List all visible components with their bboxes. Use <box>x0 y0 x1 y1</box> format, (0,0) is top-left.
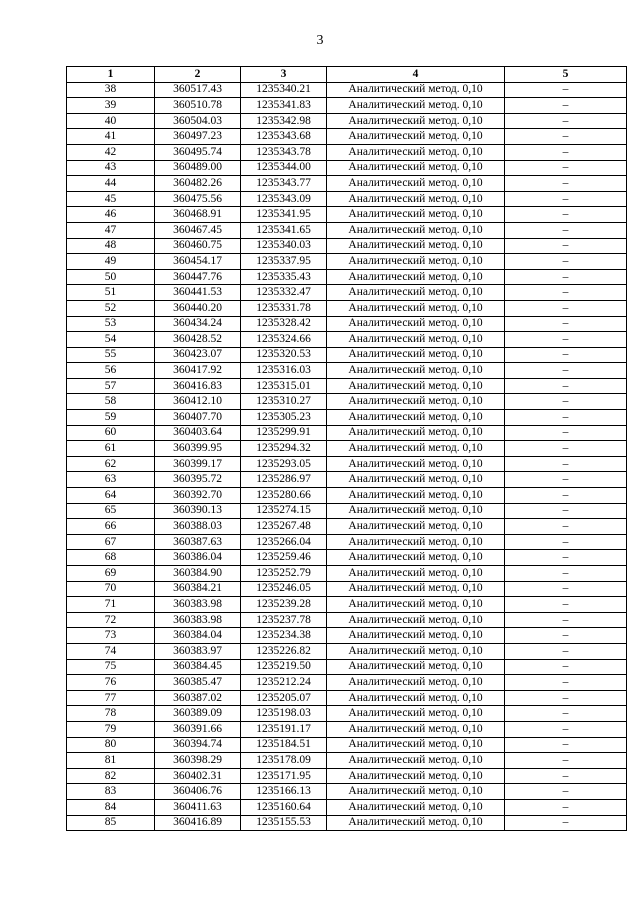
note-cell: – <box>505 690 627 706</box>
x-coordinate-cell: 360383.98 <box>155 597 241 613</box>
note-cell: – <box>505 160 627 176</box>
table-body <box>67 82 627 831</box>
column-header-4: 4 <box>327 67 505 83</box>
point-number-cell: 43 <box>67 160 155 176</box>
y-coordinate-cell: 1235252.79 <box>241 566 327 582</box>
x-coordinate-cell: 360387.02 <box>155 690 241 706</box>
y-coordinate-cell: 1235246.05 <box>241 581 327 597</box>
method-cell: Аналитический метод. 0,10 <box>327 113 505 129</box>
y-coordinate-cell: 1235331.78 <box>241 300 327 316</box>
note-cell: – <box>505 737 627 753</box>
method-cell: Аналитический метод. 0,10 <box>327 675 505 691</box>
y-coordinate-cell: 1235341.65 <box>241 222 327 238</box>
note-cell: – <box>505 98 627 114</box>
table-row <box>67 160 627 176</box>
note-cell: – <box>505 456 627 472</box>
y-coordinate-cell: 1235310.27 <box>241 394 327 410</box>
method-cell: Аналитический метод. 0,10 <box>327 410 505 426</box>
note-cell: – <box>505 207 627 223</box>
method-cell: Аналитический метод. 0,10 <box>327 98 505 114</box>
method-cell: Аналитический метод. 0,10 <box>327 316 505 332</box>
table-row <box>67 238 627 254</box>
table-header-row <box>67 67 627 83</box>
method-cell: Аналитический метод. 0,10 <box>327 176 505 192</box>
table-row <box>67 566 627 582</box>
point-number-cell: 49 <box>67 254 155 270</box>
method-cell: Аналитический метод. 0,10 <box>327 721 505 737</box>
x-coordinate-cell: 360386.04 <box>155 550 241 566</box>
table-row <box>67 534 627 550</box>
x-coordinate-cell: 360384.90 <box>155 566 241 582</box>
x-coordinate-cell: 360411.63 <box>155 799 241 815</box>
x-coordinate-cell: 360417.92 <box>155 363 241 379</box>
table-row <box>67 98 627 114</box>
y-coordinate-cell: 1235191.17 <box>241 721 327 737</box>
note-cell: – <box>505 410 627 426</box>
method-cell: Аналитический метод. 0,10 <box>327 659 505 675</box>
y-coordinate-cell: 1235343.68 <box>241 129 327 145</box>
note-cell: – <box>505 316 627 332</box>
method-cell: Аналитический метод. 0,10 <box>327 347 505 363</box>
x-coordinate-cell: 360423.07 <box>155 347 241 363</box>
table-row <box>67 144 627 160</box>
y-coordinate-cell: 1235332.47 <box>241 285 327 301</box>
point-number-cell: 68 <box>67 550 155 566</box>
point-number-cell: 55 <box>67 347 155 363</box>
y-coordinate-cell: 1235337.95 <box>241 254 327 270</box>
x-coordinate-cell: 360447.76 <box>155 269 241 285</box>
point-number-cell: 80 <box>67 737 155 753</box>
note-cell: – <box>505 363 627 379</box>
method-cell: Аналитический метод. 0,10 <box>327 503 505 519</box>
note-cell: – <box>505 768 627 784</box>
point-number-cell: 52 <box>67 300 155 316</box>
y-coordinate-cell: 1235343.78 <box>241 144 327 160</box>
point-number-cell: 66 <box>67 519 155 535</box>
method-cell: Аналитический метод. 0,10 <box>327 441 505 457</box>
table-row <box>67 332 627 348</box>
y-coordinate-cell: 1235343.09 <box>241 191 327 207</box>
table-row <box>67 113 627 129</box>
table-row <box>67 550 627 566</box>
table-row <box>67 612 627 628</box>
table-row <box>67 706 627 722</box>
method-cell: Аналитический метод. 0,10 <box>327 799 505 815</box>
point-number-cell: 64 <box>67 488 155 504</box>
note-cell: – <box>505 254 627 270</box>
method-cell: Аналитический метод. 0,10 <box>327 285 505 301</box>
y-coordinate-cell: 1235205.07 <box>241 690 327 706</box>
x-coordinate-cell: 360416.89 <box>155 815 241 831</box>
point-number-cell: 77 <box>67 690 155 706</box>
column-header-5: 5 <box>505 67 627 83</box>
x-coordinate-cell: 360497.23 <box>155 129 241 145</box>
x-coordinate-cell: 360454.17 <box>155 254 241 270</box>
table-row <box>67 799 627 815</box>
table-row <box>67 82 627 98</box>
y-coordinate-cell: 1235280.66 <box>241 488 327 504</box>
y-coordinate-cell: 1235237.78 <box>241 612 327 628</box>
point-number-cell: 54 <box>67 332 155 348</box>
table-row <box>67 378 627 394</box>
method-cell: Аналитический метод. 0,10 <box>327 784 505 800</box>
y-coordinate-cell: 1235267.48 <box>241 519 327 535</box>
note-cell: – <box>505 269 627 285</box>
point-number-cell: 48 <box>67 238 155 254</box>
note-cell: – <box>505 425 627 441</box>
y-coordinate-cell: 1235305.23 <box>241 410 327 426</box>
table-row <box>67 347 627 363</box>
x-coordinate-cell: 360385.47 <box>155 675 241 691</box>
point-number-cell: 60 <box>67 425 155 441</box>
y-coordinate-cell: 1235299.91 <box>241 425 327 441</box>
method-cell: Аналитический метод. 0,10 <box>327 144 505 160</box>
y-coordinate-cell: 1235315.01 <box>241 378 327 394</box>
note-cell: – <box>505 472 627 488</box>
note-cell: – <box>505 441 627 457</box>
point-number-cell: 63 <box>67 472 155 488</box>
note-cell: – <box>505 519 627 535</box>
x-coordinate-cell: 360402.31 <box>155 768 241 784</box>
y-coordinate-cell: 1235212.24 <box>241 675 327 691</box>
point-number-cell: 42 <box>67 144 155 160</box>
point-number-cell: 84 <box>67 799 155 815</box>
y-coordinate-cell: 1235342.98 <box>241 113 327 129</box>
method-cell: Аналитический метод. 0,10 <box>327 207 505 223</box>
table-row <box>67 519 627 535</box>
table-row <box>67 643 627 659</box>
note-cell: – <box>505 82 627 98</box>
y-coordinate-cell: 1235198.03 <box>241 706 327 722</box>
x-coordinate-cell: 360387.63 <box>155 534 241 550</box>
point-number-cell: 62 <box>67 456 155 472</box>
method-cell: Аналитический метод. 0,10 <box>327 269 505 285</box>
note-cell: – <box>505 332 627 348</box>
x-coordinate-cell: 360383.97 <box>155 643 241 659</box>
note-cell: – <box>505 378 627 394</box>
method-cell: Аналитический метод. 0,10 <box>327 643 505 659</box>
y-coordinate-cell: 1235340.21 <box>241 82 327 98</box>
y-coordinate-cell: 1235293.05 <box>241 456 327 472</box>
table-row <box>67 285 627 301</box>
y-coordinate-cell: 1235266.04 <box>241 534 327 550</box>
y-coordinate-cell: 1235343.77 <box>241 176 327 192</box>
note-cell: – <box>505 129 627 145</box>
point-number-cell: 59 <box>67 410 155 426</box>
note-cell: – <box>505 643 627 659</box>
point-number-cell: 39 <box>67 98 155 114</box>
point-number-cell: 51 <box>67 285 155 301</box>
note-cell: – <box>505 285 627 301</box>
table-row <box>67 410 627 426</box>
point-number-cell: 46 <box>67 207 155 223</box>
method-cell: Аналитический метод. 0,10 <box>327 706 505 722</box>
x-coordinate-cell: 360399.17 <box>155 456 241 472</box>
method-cell: Аналитический метод. 0,10 <box>327 628 505 644</box>
point-number-cell: 75 <box>67 659 155 675</box>
point-number-cell: 57 <box>67 378 155 394</box>
point-number-cell: 47 <box>67 222 155 238</box>
note-cell: – <box>505 799 627 815</box>
y-coordinate-cell: 1235219.50 <box>241 659 327 675</box>
x-coordinate-cell: 360407.70 <box>155 410 241 426</box>
table-row <box>67 394 627 410</box>
x-coordinate-cell: 360460.75 <box>155 238 241 254</box>
x-coordinate-cell: 360475.56 <box>155 191 241 207</box>
point-number-cell: 44 <box>67 176 155 192</box>
point-number-cell: 53 <box>67 316 155 332</box>
point-number-cell: 65 <box>67 503 155 519</box>
table-row <box>67 784 627 800</box>
y-coordinate-cell: 1235259.46 <box>241 550 327 566</box>
y-coordinate-cell: 1235344.00 <box>241 160 327 176</box>
x-coordinate-cell: 360412.10 <box>155 394 241 410</box>
note-cell: – <box>505 706 627 722</box>
method-cell: Аналитический метод. 0,10 <box>327 456 505 472</box>
table-row <box>67 456 627 472</box>
note-cell: – <box>505 300 627 316</box>
method-cell: Аналитический метод. 0,10 <box>327 394 505 410</box>
x-coordinate-cell: 360384.21 <box>155 581 241 597</box>
table-row <box>67 363 627 379</box>
point-number-cell: 76 <box>67 675 155 691</box>
note-cell: – <box>505 238 627 254</box>
method-cell: Аналитический метод. 0,10 <box>327 737 505 753</box>
method-cell: Аналитический метод. 0,10 <box>327 160 505 176</box>
point-number-cell: 82 <box>67 768 155 784</box>
method-cell: Аналитический метод. 0,10 <box>327 612 505 628</box>
method-cell: Аналитический метод. 0,10 <box>327 378 505 394</box>
method-cell: Аналитический метод. 0,10 <box>327 815 505 831</box>
table-row <box>67 129 627 145</box>
x-coordinate-cell: 360434.24 <box>155 316 241 332</box>
table-row <box>67 597 627 613</box>
x-coordinate-cell: 360440.20 <box>155 300 241 316</box>
y-coordinate-cell: 1235335.43 <box>241 269 327 285</box>
page-number: 3 <box>316 33 324 48</box>
method-cell: Аналитический метод. 0,10 <box>327 191 505 207</box>
point-number-cell: 45 <box>67 191 155 207</box>
x-coordinate-cell: 360403.64 <box>155 425 241 441</box>
x-coordinate-cell: 360468.91 <box>155 207 241 223</box>
y-coordinate-cell: 1235171.95 <box>241 768 327 784</box>
method-cell: Аналитический метод. 0,10 <box>327 488 505 504</box>
note-cell: – <box>505 597 627 613</box>
method-cell: Аналитический метод. 0,10 <box>327 254 505 270</box>
note-cell: – <box>505 675 627 691</box>
note-cell: – <box>505 550 627 566</box>
point-number-cell: 85 <box>67 815 155 831</box>
point-number-cell: 78 <box>67 706 155 722</box>
point-number-cell: 72 <box>67 612 155 628</box>
note-cell: – <box>505 191 627 207</box>
point-number-cell: 73 <box>67 628 155 644</box>
method-cell: Аналитический метод. 0,10 <box>327 753 505 769</box>
table-row <box>67 503 627 519</box>
note-cell: – <box>505 503 627 519</box>
note-cell: – <box>505 488 627 504</box>
table-row <box>67 815 627 831</box>
y-coordinate-cell: 1235166.13 <box>241 784 327 800</box>
table-row <box>67 472 627 488</box>
table-row <box>67 207 627 223</box>
y-coordinate-cell: 1235155.53 <box>241 815 327 831</box>
method-cell: Аналитический метод. 0,10 <box>327 300 505 316</box>
point-number-cell: 83 <box>67 784 155 800</box>
table-row <box>67 721 627 737</box>
y-coordinate-cell: 1235184.51 <box>241 737 327 753</box>
note-cell: – <box>505 534 627 550</box>
x-coordinate-cell: 360395.72 <box>155 472 241 488</box>
y-coordinate-cell: 1235160.64 <box>241 799 327 815</box>
method-cell: Аналитический метод. 0,10 <box>327 222 505 238</box>
x-coordinate-cell: 360495.74 <box>155 144 241 160</box>
table-row <box>67 425 627 441</box>
note-cell: – <box>505 753 627 769</box>
table-row <box>67 690 627 706</box>
table-row <box>67 628 627 644</box>
x-coordinate-cell: 360390.13 <box>155 503 241 519</box>
x-coordinate-cell: 360398.29 <box>155 753 241 769</box>
method-cell: Аналитический метод. 0,10 <box>327 332 505 348</box>
x-coordinate-cell: 360482.26 <box>155 176 241 192</box>
table-row <box>67 191 627 207</box>
table-row <box>67 300 627 316</box>
point-number-cell: 56 <box>67 363 155 379</box>
table-row <box>67 254 627 270</box>
x-coordinate-cell: 360510.78 <box>155 98 241 114</box>
method-cell: Аналитический метод. 0,10 <box>327 82 505 98</box>
method-cell: Аналитический метод. 0,10 <box>327 550 505 566</box>
point-number-cell: 71 <box>67 597 155 613</box>
method-cell: Аналитический метод. 0,10 <box>327 566 505 582</box>
table-row <box>67 659 627 675</box>
note-cell: – <box>505 612 627 628</box>
column-header-2: 2 <box>155 67 241 83</box>
x-coordinate-cell: 360406.76 <box>155 784 241 800</box>
point-number-cell: 38 <box>67 82 155 98</box>
note-cell: – <box>505 628 627 644</box>
note-cell: – <box>505 721 627 737</box>
y-coordinate-cell: 1235320.53 <box>241 347 327 363</box>
point-number-cell: 67 <box>67 534 155 550</box>
y-coordinate-cell: 1235324.66 <box>241 332 327 348</box>
x-coordinate-cell: 360399.95 <box>155 441 241 457</box>
x-coordinate-cell: 360384.04 <box>155 628 241 644</box>
method-cell: Аналитический метод. 0,10 <box>327 690 505 706</box>
note-cell: – <box>505 347 627 363</box>
x-coordinate-cell: 360416.83 <box>155 378 241 394</box>
table-row <box>67 753 627 769</box>
y-coordinate-cell: 1235274.15 <box>241 503 327 519</box>
x-coordinate-cell: 360504.03 <box>155 113 241 129</box>
note-cell: – <box>505 113 627 129</box>
table-row <box>67 222 627 238</box>
note-cell: – <box>505 144 627 160</box>
method-cell: Аналитический метод. 0,10 <box>327 129 505 145</box>
note-cell: – <box>505 222 627 238</box>
x-coordinate-cell: 360388.03 <box>155 519 241 535</box>
x-coordinate-cell: 360517.43 <box>155 82 241 98</box>
y-coordinate-cell: 1235341.95 <box>241 207 327 223</box>
note-cell: – <box>505 176 627 192</box>
point-number-cell: 61 <box>67 441 155 457</box>
table-row <box>67 768 627 784</box>
point-number-cell: 79 <box>67 721 155 737</box>
method-cell: Аналитический метод. 0,10 <box>327 597 505 613</box>
y-coordinate-cell: 1235234.38 <box>241 628 327 644</box>
y-coordinate-cell: 1235286.97 <box>241 472 327 488</box>
x-coordinate-cell: 360383.98 <box>155 612 241 628</box>
x-coordinate-cell: 360384.45 <box>155 659 241 675</box>
x-coordinate-cell: 360391.66 <box>155 721 241 737</box>
table-row <box>67 176 627 192</box>
note-cell: – <box>505 659 627 675</box>
method-cell: Аналитический метод. 0,10 <box>327 768 505 784</box>
note-cell: – <box>505 784 627 800</box>
method-cell: Аналитический метод. 0,10 <box>327 472 505 488</box>
method-cell: Аналитический метод. 0,10 <box>327 363 505 379</box>
y-coordinate-cell: 1235294.32 <box>241 441 327 457</box>
method-cell: Аналитический метод. 0,10 <box>327 534 505 550</box>
point-number-cell: 58 <box>67 394 155 410</box>
y-coordinate-cell: 1235316.03 <box>241 363 327 379</box>
point-number-cell: 50 <box>67 269 155 285</box>
y-coordinate-cell: 1235178.09 <box>241 753 327 769</box>
table-row <box>67 488 627 504</box>
x-coordinate-cell: 360394.74 <box>155 737 241 753</box>
table-row <box>67 581 627 597</box>
point-number-cell: 40 <box>67 113 155 129</box>
point-number-cell: 81 <box>67 753 155 769</box>
y-coordinate-cell: 1235340.03 <box>241 238 327 254</box>
x-coordinate-cell: 360441.53 <box>155 285 241 301</box>
point-number-cell: 41 <box>67 129 155 145</box>
x-coordinate-cell: 360489.00 <box>155 160 241 176</box>
method-cell: Аналитический метод. 0,10 <box>327 238 505 254</box>
x-coordinate-cell: 360428.52 <box>155 332 241 348</box>
column-header-1: 1 <box>67 67 155 83</box>
method-cell: Аналитический метод. 0,10 <box>327 581 505 597</box>
table-row <box>67 675 627 691</box>
point-number-cell: 70 <box>67 581 155 597</box>
note-cell: – <box>505 815 627 831</box>
table-row <box>67 269 627 285</box>
x-coordinate-cell: 360392.70 <box>155 488 241 504</box>
method-cell: Аналитический метод. 0,10 <box>327 519 505 535</box>
note-cell: – <box>505 394 627 410</box>
y-coordinate-cell: 1235341.83 <box>241 98 327 114</box>
table-row <box>67 737 627 753</box>
table-row <box>67 316 627 332</box>
x-coordinate-cell: 360467.45 <box>155 222 241 238</box>
coordinates-table <box>66 66 627 831</box>
table-row <box>67 441 627 457</box>
point-number-cell: 69 <box>67 566 155 582</box>
y-coordinate-cell: 1235226.82 <box>241 643 327 659</box>
x-coordinate-cell: 360389.09 <box>155 706 241 722</box>
note-cell: – <box>505 581 627 597</box>
y-coordinate-cell: 1235328.42 <box>241 316 327 332</box>
note-cell: – <box>505 566 627 582</box>
column-header-3: 3 <box>241 67 327 83</box>
point-number-cell: 74 <box>67 643 155 659</box>
y-coordinate-cell: 1235239.28 <box>241 597 327 613</box>
method-cell: Аналитический метод. 0,10 <box>327 425 505 441</box>
